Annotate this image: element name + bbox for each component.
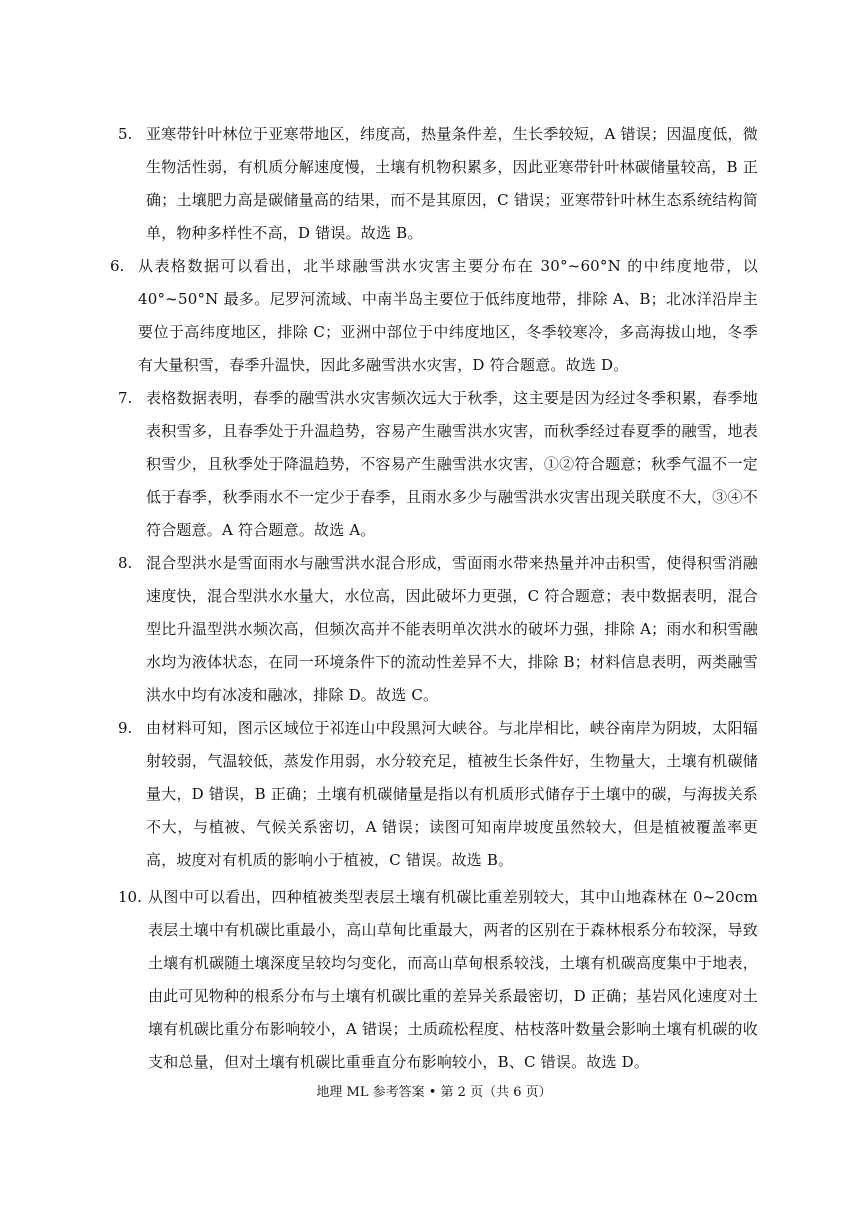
answer-number: 10. xyxy=(118,888,142,906)
answer-number: 7. xyxy=(118,389,133,407)
answer-list xyxy=(110,118,758,1079)
answer-text: 从表格数据可以看出，北半球融雪洪水灾害主要分布在 30°~60°N 的中纬度地带，以 40°~50°N 最多。尼罗河流域、中南半岛主要位于低纬度地带，排除 A、B；北冰洋沿岸主要位于高纬度地区，排除 C；亚洲中部位于中纬度地区，冬季较寒冷，多高海拔山地，冬季有大量积雪，春季升温快，因此多融雪洪水灾害，D 符合题意。故选 D。 xyxy=(138,257,758,374)
answer-number: 5. xyxy=(118,125,133,143)
answer-item-9 xyxy=(118,712,758,877)
answer-number: 6. xyxy=(110,257,125,275)
answer-number: 9. xyxy=(118,719,133,737)
answer-number: 8. xyxy=(118,554,133,572)
answer-text: 从图中可以看出，四种植被类型表层土壤有机碳比重差别较大，其中山地森林在 0~20cm 表层土壤中有机碳比重最小，高山草甸比重最大，两者的区别在于森林根系分布较深，导致土壤有机碳随土壤深度呈较均匀变化，而高山草甸根系较浅，土壤有机碳高度集中于地表，由此可见物种的根系分布与土壤有机碳比重的差异关系最密切，D 正确；基岩风化速度对土壤有机碳比重分布影响较小，A 错误；土质疏松程度、枯枝落叶数量会影响土壤有机碳的收支和总量，但对土壤有机碳比重垂直分布影响较小，B、C 错误。故选 D。 xyxy=(148,888,758,1071)
answer-item-7 xyxy=(118,382,758,547)
answer-item-8 xyxy=(118,547,758,712)
answer-item-6 xyxy=(110,250,758,382)
answer-item-5 xyxy=(118,118,758,250)
answer-text: 混合型洪水是雪面雨水与融雪洪水混合形成，雪面雨水带来热量并冲击积雪，使得积雪消融速度快，混合型洪水水量大，水位高，因此破坏力更强，C 符合题意；表中数据表明，混合型比升温型洪水频次高，但频次高并不能表明单次洪水的破坏力强，排除 A；雨水和积雪融水均为液体状态，在同一环境条件下的流动性差异不大，排除 B；材料信息表明，两类融雪洪水中均有冰凌和融冰，排除 D。故选 C。 xyxy=(146,554,758,704)
answer-text: 由材料可知，图示区域位于祁连山中段黑河大峡谷。与北岸相比，峡谷南岸为阴坡，太阳辐射较弱，气温较低，蒸发作用弱，水分较充足，植被生长条件好，生物量大，土壤有机碳储量大，D 错误，B 正确；土壤有机碳储量是指以有机质形式储存于土壤中的碳，与海拔关系不大，与植被、气候关系密切，A 错误；读图可知南岸坡度虽然较大，但是植被覆盖率更高，坡度对有机质的影响小于植被，C 错误。故选 B。 xyxy=(146,719,758,869)
answer-item-10 xyxy=(118,881,758,1079)
answer-text: 亚寒带针叶林位于亚寒带地区，纬度高，热量条件差，生长季较短，A 错误；因温度低，微生物活性弱，有机质分解速度慢，土壤有机物积累多，因此亚寒带针叶林碳储量较高，B 正确；土壤肥力高是碳储量高的结果，而不是其原因，C 错误；亚寒带针叶林生态系统结构简单，物种多样性不高，D 错误。故选 B。 xyxy=(146,125,758,242)
answer-text: 表格数据表明，春季的融雪洪水灾害频次远大于秋季，这主要是因为经过冬季积累，春季地表积雪多，且春季处于升温趋势，容易产生融雪洪水灾害，而秋季经过春夏季的融雪，地表积雪少，且秋季处于降温趋势，不容易产生融雪洪水灾害，①②符合题意；秋季气温不一定低于春季，秋季雨水不一定少于春季，且雨水多少与融雪洪水灾害出现关联度不大，③④不符合题意。A 符合题意。故选 A。 xyxy=(146,389,758,539)
page-footer: 地理 ML 参考答案 • 第 2 页（共 6 页） xyxy=(316,1085,552,1100)
